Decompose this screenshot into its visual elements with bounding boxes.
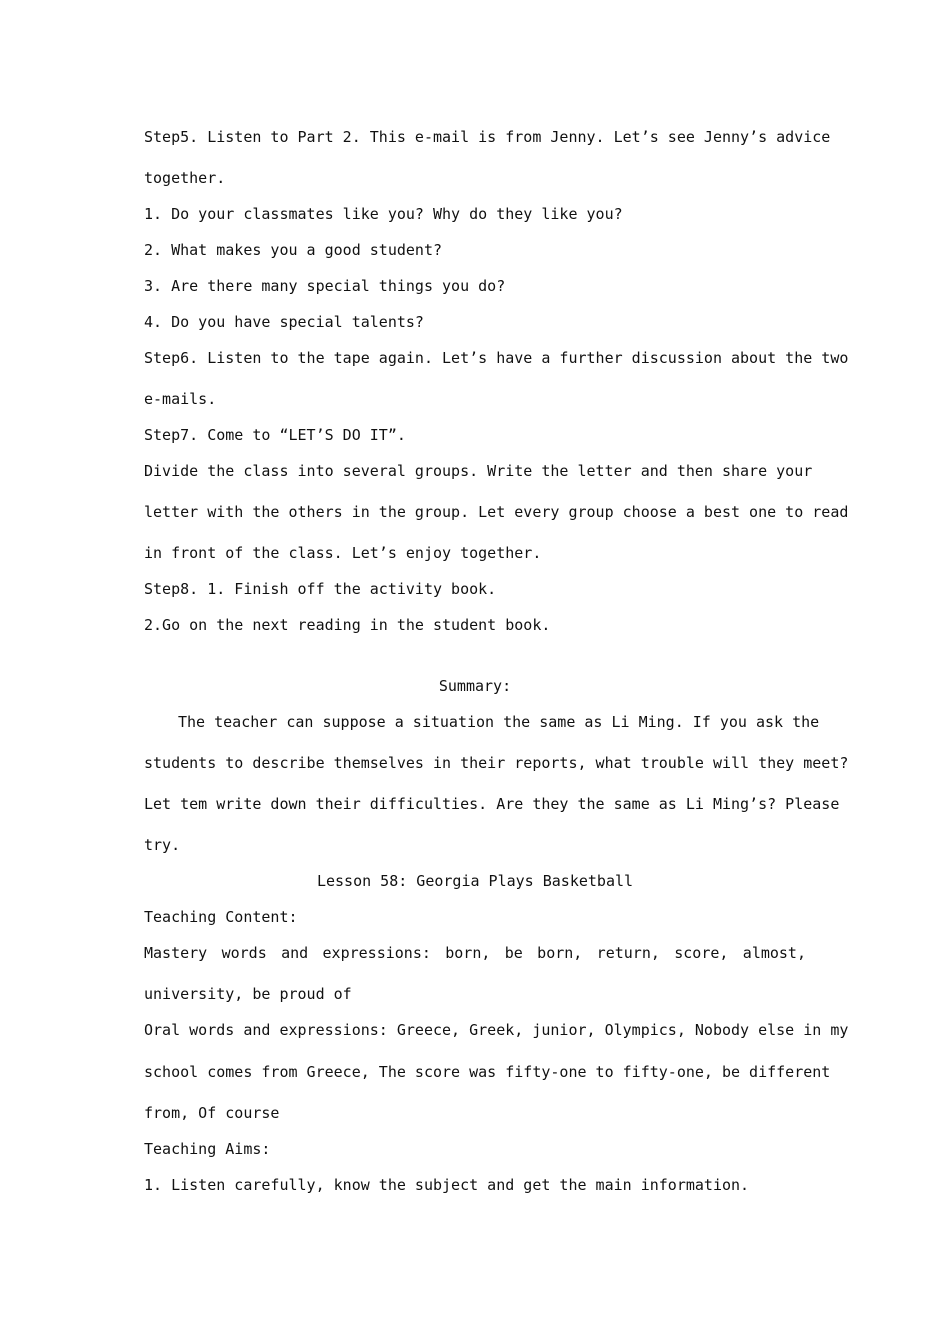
question-2: 2. What makes you a good student? <box>144 241 443 259</box>
step7-paragraph-line-2: letter with the others in the group. Let every group choose a best one to read <box>144 503 849 521</box>
summary-paragraph-line-3: Let tem write down their difficulties. Are they the same as Li Ming’s? Please <box>144 795 840 813</box>
summary-paragraph-line-2: students to describe themselves in their reports, what trouble will they meet? <box>144 754 849 772</box>
step8-line: Step8. 1. Finish off the activity book. <box>144 580 497 598</box>
summary-paragraph-line-1: The teacher can suppose a situation the same as Li Ming. If you ask the <box>178 713 820 731</box>
mastery-words-line-1: Mastery words and expressions: born, be born, return, score, almost, <box>144 944 806 962</box>
step7-paragraph-line-3: in front of the class. Let’s enjoy together. <box>144 544 542 562</box>
oral-words-line-2: school comes from Greece, The score was fifty-one to fifty-one, be different <box>144 1063 831 1081</box>
step5-line-continued: together. <box>144 169 226 187</box>
teaching-content-heading: Teaching Content: <box>144 908 298 926</box>
summary-paragraph-line-4: try. <box>144 836 181 854</box>
step7-paragraph-line-1: Divide the class into several groups. Write the letter and then share your <box>144 462 813 480</box>
step6-line-continued: e-mails. <box>144 390 217 408</box>
teaching-aims-heading: Teaching Aims: <box>144 1140 271 1158</box>
question-3: 3. Are there many special things you do? <box>144 277 506 295</box>
teaching-aim-1: 1. Listen carefully, know the subject and get the main information. <box>144 1176 750 1194</box>
question-1: 1. Do your classmates like you? Why do they like you? <box>144 205 623 223</box>
oral-words-line-1: Oral words and expressions: Greece, Greek, junior, Olympics, Nobody else in my <box>144 1021 849 1039</box>
lesson-title: Lesson 58: Georgia Plays Basketball <box>316 872 634 890</box>
step6-line: Step6. Listen to the tape again. Let’s have a further discussion about the two <box>144 349 849 367</box>
step7-line: Step7. Come to “LET’S DO IT”. <box>144 426 406 444</box>
step8-item-2: 2.Go on the next reading in the student book. <box>144 616 551 634</box>
oral-words-line-3: from, Of course <box>144 1104 280 1122</box>
step5-line: Step5. Listen to Part 2. This e-mail is from Jenny. Let’s see Jenny’s advice <box>144 128 831 146</box>
question-4: 4. Do you have special talents? <box>144 313 424 331</box>
mastery-words-line-2: university, be proud of <box>144 985 352 1003</box>
summary-heading: Summary: <box>438 677 512 695</box>
